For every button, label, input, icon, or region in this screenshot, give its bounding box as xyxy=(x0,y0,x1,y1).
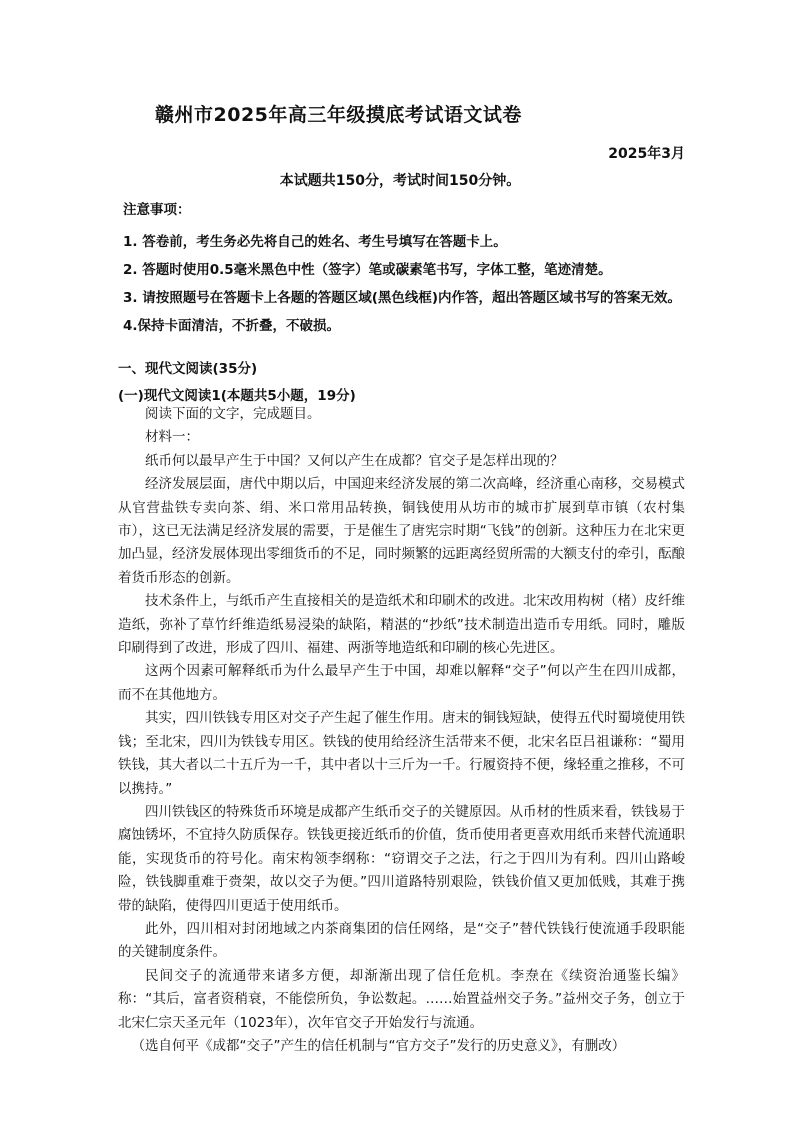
passage-paragraph: 这两个因素可解释纸币为什么最早产生于中国，却难以解释“交子”何以产生在四川成都，而不在其他地方。 xyxy=(118,663,685,703)
source-citation: （选自何平《成都“交子”产生的信任机制与“官方交子”发行的历史意义》，有删改） xyxy=(131,1037,626,1054)
notice-item: 2. 答题时使用0.5毫米黑色中性（签字）笔或碳素笔书写，字体工整，笔迹清楚。 xyxy=(123,262,612,278)
section-title: 一、现代文阅读(35分) xyxy=(118,361,258,377)
notice-item: 1. 答卷前，考生务必先将自己的姓名、考生号填写在答题卡上。 xyxy=(123,234,507,250)
reading-passage xyxy=(118,403,685,1058)
exam-title: 赣州市2025年高三年级摸底考试语文试卷 xyxy=(155,104,522,126)
passage-paragraph: 技术条件上，与纸币产生直接相关的是造纸术和印刷术的改进。北宋改用构树（楮）皮纤维造纸，弥补了草竹纤维造纸易浸染的缺陷，精湛的“抄纸”技术制造出造币专用纸。同时，雕版印刷得到了改进，形成了四川、福建、两浙等地造纸和印刷的核心先进区。 xyxy=(118,593,685,657)
passage-paragraph: 纸币何以最早产生于中国？又何以产生在成都？官交子是怎样出现的？ xyxy=(145,452,564,469)
passage-paragraph: 其实，四川铁钱专用区对交子产生起了催生作用。唐末的铜钱短缺，使得五代时蜀境使用铁钱；至北宋，四川为铁钱专用区。铁钱的使用给经济生活带来不便，北宋名臣吕祖谦称：“蜀用铁钱，其大者以二十五斤为一千，其中者以十三斤为一千。行履资持不便，缘轻重之推移，不可以携持。” xyxy=(118,710,685,797)
instruction-text: 阅读下面的文字，完成题目。 xyxy=(145,406,321,422)
notice-block xyxy=(123,198,683,340)
passage-paragraph: 此外，四川相对封闭地域之内茶商集团的信任网络，是“交子”替代铁钱行使流通手段职能的关键制度条件。 xyxy=(118,920,685,961)
passage-paragraph: 经济发展层面，唐代中期以后，中国迎来经济发展的第二次高峰，经济重心南移，交易模式从官营盐铁专卖向茶、绢、米口常用品转换，铜钱使用从坊市的城市扩展到草市镇（农村集市），这已无法满足经济发展的需要，于是催生了唐宪宗时期“飞钱”的创新。这种压力在北宋更加凸显，经济发展体现出零细货币的不足，同时频繁的远距离经贸所需的大额支付的牵引，酝酿着货币形态的创新。 xyxy=(118,476,685,586)
exam-info: 本试题共150分，考试时间150分钟。 xyxy=(279,173,521,189)
notice-heading: 注意事项： xyxy=(123,202,191,218)
passage-paragraph: 四川铁钱区的特殊货币环境是成都产生纸币交子的关键原因。从币材的性质来看，铁钱易于腐蚀锈坏，不宜持久防质保存。铁钱更接近纸币的价值，货币使用者更喜欢用纸币来替代流通职能，实现货币的符号化。南宋构领李纲称：“窃谓交子之法，行之于四川为有利。四川山路峻险，铁钱脚重难于赍架，故以交子为便。”四川道路特别艰险，铁钱价值又更加低贱，其难于携带的缺陷，使得四川更适于使用纸币。 xyxy=(118,803,685,914)
notice-item: 3. 请按照题号在答题卡上各题的答题区域(黑色线框)内作答，超出答题区域书写的答案无效。 xyxy=(123,290,682,306)
exam-date: 2025年3月 xyxy=(608,146,685,162)
material-label: 材料一： xyxy=(145,429,199,446)
subsection-title: (一)现代文阅读1(本题共5小题，19分) xyxy=(118,388,356,404)
notice-item: 4.保持卡面清洁，不折叠，不破损。 xyxy=(123,318,341,334)
passage-paragraph: 民间交子的流通带来诸多方便，却渐渐出现了信任危机。李焘在《续资治通鉴长编》称：“其后，富者资稍衰，不能偿所负，争讼数起。……始置益州交子务。”益州交子务，创立于北宋仁宗天圣元年（1023年），次年官交子开始发行与流通。 xyxy=(118,967,685,1031)
